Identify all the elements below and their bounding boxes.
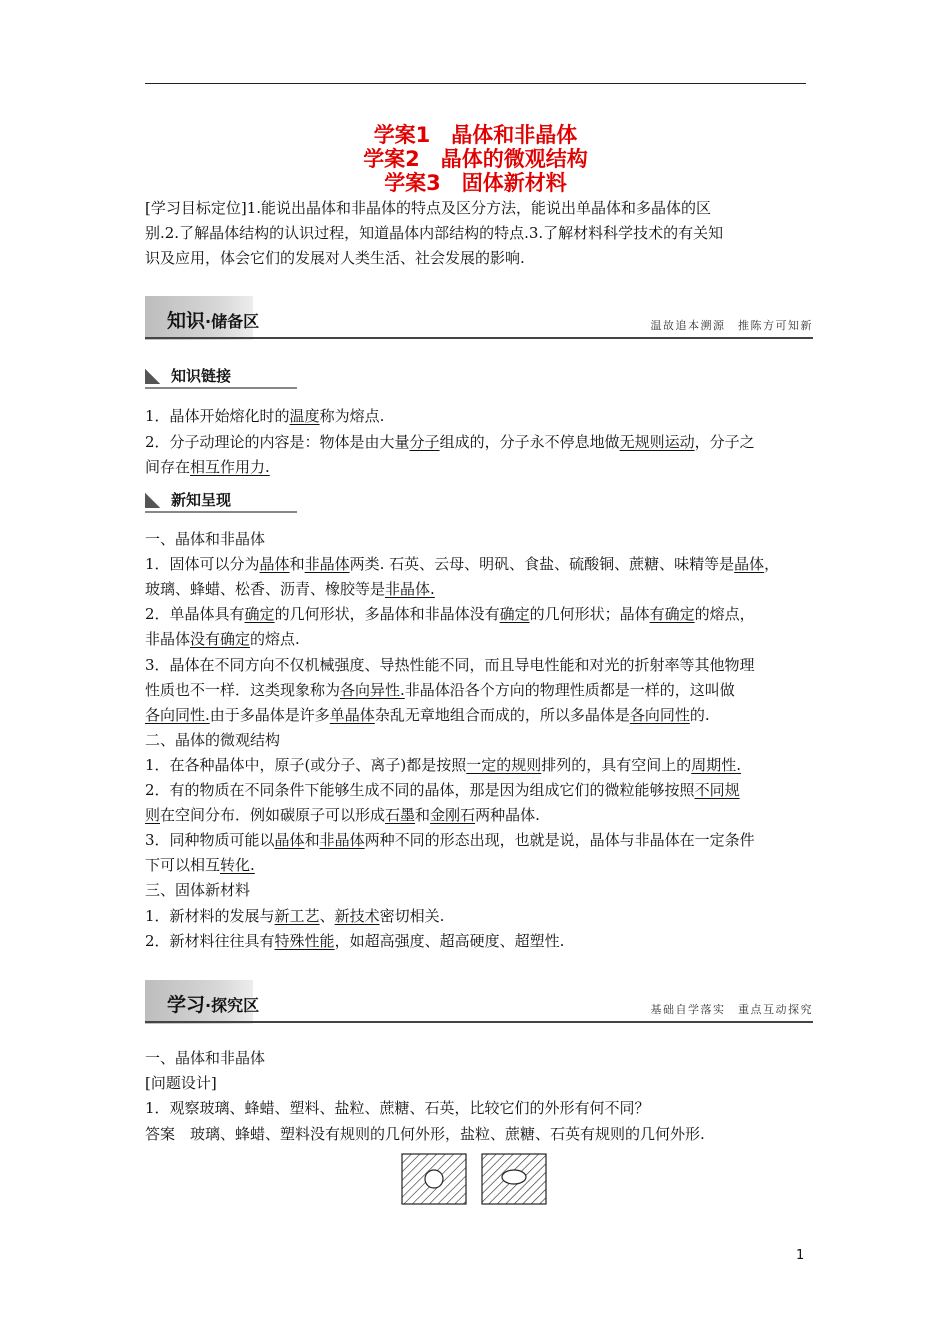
text-line (145, 703, 810, 727)
study-line-4: 答案 玻璃、蜂蜡、塑料没有规则的几何外形，盐粒、蔗糖、石英有规则的几何外形. (145, 1125, 705, 1143)
hatched-box-ellipse (482, 1154, 546, 1204)
underlined-answer: 相互作用力. (190, 458, 270, 476)
study-line-2: [问题设计] (145, 1074, 217, 1092)
text-segment: 称为熔点. (319, 407, 385, 425)
underlined-answer: 金刚石 (430, 806, 476, 825)
underlined-answer: 非晶体 (304, 555, 350, 574)
band-sub-label: ·储备区 (205, 312, 260, 331)
text-line (145, 728, 810, 752)
text-segment: 2．新材料往往具有 (145, 931, 275, 950)
underlined-answer: 确定 (244, 605, 275, 624)
subheading-knowledge-link (145, 364, 297, 388)
text-segment: 和 (289, 555, 305, 574)
subheading-text: 知识链接 (171, 367, 232, 385)
band-main-label: 知识 (167, 310, 206, 332)
text-segment: 下可以相互 (145, 856, 221, 875)
text-segment: 的. (689, 705, 710, 724)
text-line (145, 853, 810, 877)
text-segment: 两类. 石英、云母、明矾、食盐、硫酸铜、蔗糖、味精等是 (349, 555, 735, 574)
underlined-answer: 非晶体. (385, 580, 435, 599)
section-band-study (145, 980, 813, 1024)
underlined-answer: 晶体 (274, 831, 305, 850)
header-rule (145, 83, 806, 84)
text-segment: 和 (415, 806, 431, 825)
text-segment: 两种晶体. (475, 806, 540, 825)
text-line (145, 778, 810, 802)
text-segment: 3．晶体在不同方向不仅机械强度、导热性能不同，而且导电性能和对光的折射率等其他物理 (145, 655, 755, 674)
triangle-marker-icon (145, 492, 161, 508)
subheading-new-knowledge (145, 488, 297, 512)
underlined-answer: 没有确定 (190, 630, 251, 649)
subheading-text: 新知呈现 (171, 491, 232, 509)
text-segment: 1．晶体开始熔化时的 (145, 407, 290, 425)
text-line (145, 828, 810, 852)
underlined-answer: 不同规 (694, 781, 740, 799)
underlined-answer: 新技术 (334, 906, 380, 925)
objective-line-2: 别.2.了解晶体结构的认识过程，知道晶体内部结构的特点.3.了解材料科学技术的有关知 (145, 224, 724, 242)
underlined-answer: 温度 (289, 407, 320, 425)
text-segment: ，分子之 (694, 432, 755, 451)
text-line (145, 878, 810, 902)
underlined-answer: 各向同性. (145, 705, 210, 724)
text-segment: 非晶体 (145, 630, 191, 649)
text-segment: 二、晶体的微观结构 (145, 730, 281, 749)
text-segment: 的几何形状；晶体 (529, 605, 650, 624)
text-line (145, 627, 810, 651)
text-segment: 2．分子动理论的内容是：物体是由大量 (145, 432, 410, 451)
section-band-knowledge (145, 296, 813, 340)
underlined-answer: 各向同性 (629, 705, 690, 724)
text-line (145, 753, 810, 777)
underlined-answer: 新工艺 (274, 906, 320, 925)
underlined-answer: 石墨 (385, 806, 416, 825)
text-segment: 2．单晶体具有 (145, 605, 245, 624)
text-line (145, 527, 810, 551)
text-segment: 3．同种物质可能以 (145, 831, 275, 850)
title-2: 学案2 晶体的微观结构 (363, 147, 588, 171)
text-line (145, 404, 810, 428)
text-segment: 1．固体可以分为 (145, 555, 260, 574)
hatched-box-circle (402, 1154, 466, 1204)
text-line (145, 430, 810, 454)
text-line (145, 803, 810, 827)
underlined-answer: 晶体 (259, 555, 290, 574)
objective-line-1: [学习目标定位]1.能说出晶体和非晶体的特点及区分方法，能说出单晶体和多晶体的区 (145, 199, 712, 217)
text-line (145, 552, 810, 576)
text-segment: 的熔点， (694, 605, 755, 624)
text-line (145, 602, 810, 626)
text-segment: 非晶体沿各个方向的物理性质都是一样的，这叫做 (404, 680, 735, 699)
underlined-answer: 分子 (409, 432, 440, 451)
text-segment: 三、固体新材料 (145, 881, 251, 900)
title-1: 学案1 晶体和非晶体 (373, 123, 578, 147)
text-line (145, 678, 810, 702)
text-segment: 1．新材料的发展与 (145, 906, 275, 925)
page-number: 1 (796, 1248, 805, 1263)
text-segment: 性质也不一样．这类现象称为 (145, 680, 341, 699)
text-segment: 两种不同的形态出现，也就是说，晶体与非晶体在一定条件 (364, 831, 755, 850)
text-segment: 间存在 (145, 458, 191, 476)
text-segment: 2．有的物质在不同条件下能够生成不同的晶体，那是因为组成它们的微粒能够按照 (145, 781, 695, 799)
underlined-answer: 单晶体 (329, 705, 375, 724)
text-segment: 玻璃、蜂蜡、松香、沥青、橡胶等是 (145, 580, 386, 599)
underlined-answer: 有确定 (649, 605, 695, 624)
text-segment: 和 (304, 831, 320, 850)
text-segment: 1．在各种晶体中，原子(或分子、离子)都是按照 (145, 755, 467, 774)
study-line-1: 一、晶体和非晶体 (145, 1049, 266, 1067)
text-line (145, 929, 810, 953)
text-segment: 杂乱无章地组合而成的，所以多晶体是 (374, 705, 630, 724)
text-line (145, 577, 810, 601)
underlined-answer: 则 (145, 806, 161, 825)
underlined-answer: 周期性. (691, 755, 742, 774)
underlined-answer: 转化. (220, 856, 255, 875)
text-line (145, 455, 810, 479)
underlined-answer: 特殊性能 (274, 931, 335, 950)
text-line (145, 904, 810, 928)
underlined-answer: 确定 (499, 605, 530, 624)
band-main-label: 学习 (167, 994, 206, 1016)
crystal-shape-figure (398, 1150, 552, 1208)
text-segment: ，如超高强度、超高硬度、超塑性. (334, 931, 565, 950)
band-slogan: 基础自学落实 重点互动探究 (650, 1003, 813, 1016)
text-segment: 在空间分布．例如碳原子可以形成 (160, 806, 386, 825)
study-line-3: 1．观察玻璃、蜂蜡、塑料、盐粒、蔗糖、石英，比较它们的外形有何不同？ (145, 1099, 650, 1117)
objective-line-3: 识及应用，体会它们的发展对人类生活、社会发展的影响. (145, 249, 525, 267)
text-segment: ， (764, 555, 780, 574)
text-segment: 的几何形状，多晶体和非晶体没有 (274, 605, 500, 624)
text-segment: 一、晶体和非晶体 (145, 530, 266, 548)
title-3: 学案3 固体新材料 (384, 171, 567, 195)
text-segment: 密切相关. (379, 906, 445, 925)
underlined-answer: 各向异性. (340, 680, 405, 699)
underlined-answer: 非晶体 (319, 831, 365, 850)
text-segment: 组成的，分子永不停息地做 (439, 432, 620, 451)
underlined-answer: 无规则运动 (619, 432, 695, 451)
band-sub-label: ·探究区 (205, 996, 260, 1015)
text-segment: 、 (319, 906, 335, 925)
text-segment: 排列的，具有空间上的 (541, 755, 692, 774)
triangle-marker-icon (145, 368, 161, 384)
text-segment: 由于多晶体是许多 (209, 705, 330, 724)
underlined-answer: 晶体 (734, 555, 765, 574)
text-segment: 的熔点. (250, 630, 300, 649)
text-line (145, 653, 810, 677)
band-slogan: 温故追本溯源 推陈方可知新 (650, 319, 813, 332)
underlined-answer: 一定的规则 (466, 755, 542, 774)
